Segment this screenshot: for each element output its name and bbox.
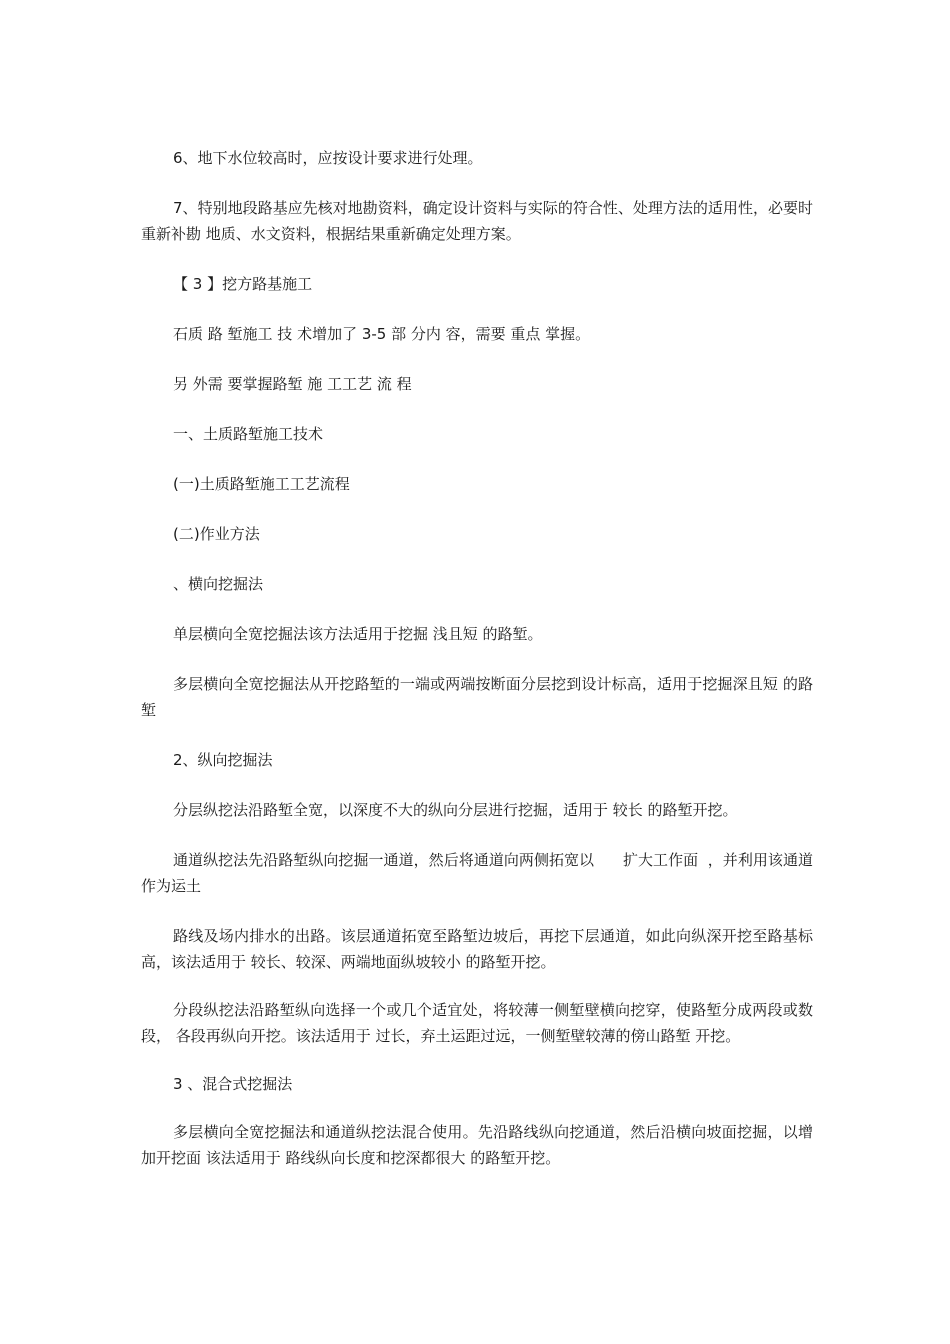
paragraph-channel-longitudinal: 通道纵挖法先沿路堑纵向挖掘一通道，然后将通道向两侧拓宽以 扩大工作面 ，并利用该通道作为运土 bbox=[141, 851, 813, 895]
heading-longitudinal-excavation: 2、纵向挖掘法 bbox=[173, 751, 273, 769]
heading-soil-cut-technique: 一、土质路堑施工技术 bbox=[173, 425, 324, 443]
paragraph-process-note: 另 外需 要掌握路堑 施 工工艺 流 程 bbox=[173, 375, 412, 393]
paragraph-mixed-method: 多层横向全宽挖掘法和通道纵挖法混合使用。先沿路线纵向挖通道，然后沿横向坡面挖掘，以增加开挖面 该法适用于 路线纵向长度和挖深都很大 的路堑开挖。 bbox=[141, 1123, 813, 1167]
heading-mixed-excavation: 3 、混合式挖掘法 bbox=[173, 1075, 293, 1093]
document-body bbox=[141, 145, 813, 1171]
paragraph-segmented-longitudinal: 分段纵挖法沿路堑纵向选择一个或几个适宜处，将较薄一侧堑壁横向挖穿，使路堑分成两段或数段， 各段再纵向开挖。该法适用于 过长，弃土运距过远，一侧堑壁较薄的傍山路堑 开挖。 bbox=[141, 1001, 813, 1045]
heading-transverse-excavation: 、横向挖掘法 bbox=[173, 575, 264, 593]
paragraph-special-sections: 7、特别地段路基应先核对地勘资料，确定设计资料与实际的符合性、处理方法的适用性，必要时重新补勘 地质、水文资料，根据结果重新确定处理方案。 bbox=[141, 199, 813, 243]
paragraph-rock-cut-note: 石质 路 堑施工 技 术增加了 3-5 部 分内 容，需要 重点 掌握。 bbox=[173, 325, 591, 343]
paragraph-layered-longitudinal: 分层纵挖法沿路堑全宽，以深度不大的纵向分层进行挖掘，适用于 较长 的路堑开挖。 bbox=[173, 801, 738, 819]
subheading-process-flow: (一)土质路堑施工工艺流程 bbox=[173, 475, 350, 493]
paragraph-channel-continued: 路线及场内排水的出路。该层通道拓宽至路堑边坡后，再挖下层通道，如此向纵深开挖至路基标高，该法适用于 较长、较深、两端地面纵坡较小 的路堑开挖。 bbox=[141, 927, 813, 971]
paragraph-single-layer-method: 单层横向全宽挖掘法该方法适用于挖掘 浅且短 的路堑。 bbox=[173, 625, 543, 643]
subheading-operation-methods: (二)作业方法 bbox=[173, 525, 260, 543]
paragraph-multi-layer-method: 多层横向全宽挖掘法从开挖路堑的一端或两端按断面分层挖到设计标高，适用于挖掘深且短 的路堑 bbox=[141, 675, 813, 719]
paragraph-groundwater: 6、地下水位较高时，应按设计要求进行处理。 bbox=[173, 149, 483, 167]
section-heading-excavation-subgrade: 【 3 】挖方路基施工 bbox=[173, 275, 313, 293]
